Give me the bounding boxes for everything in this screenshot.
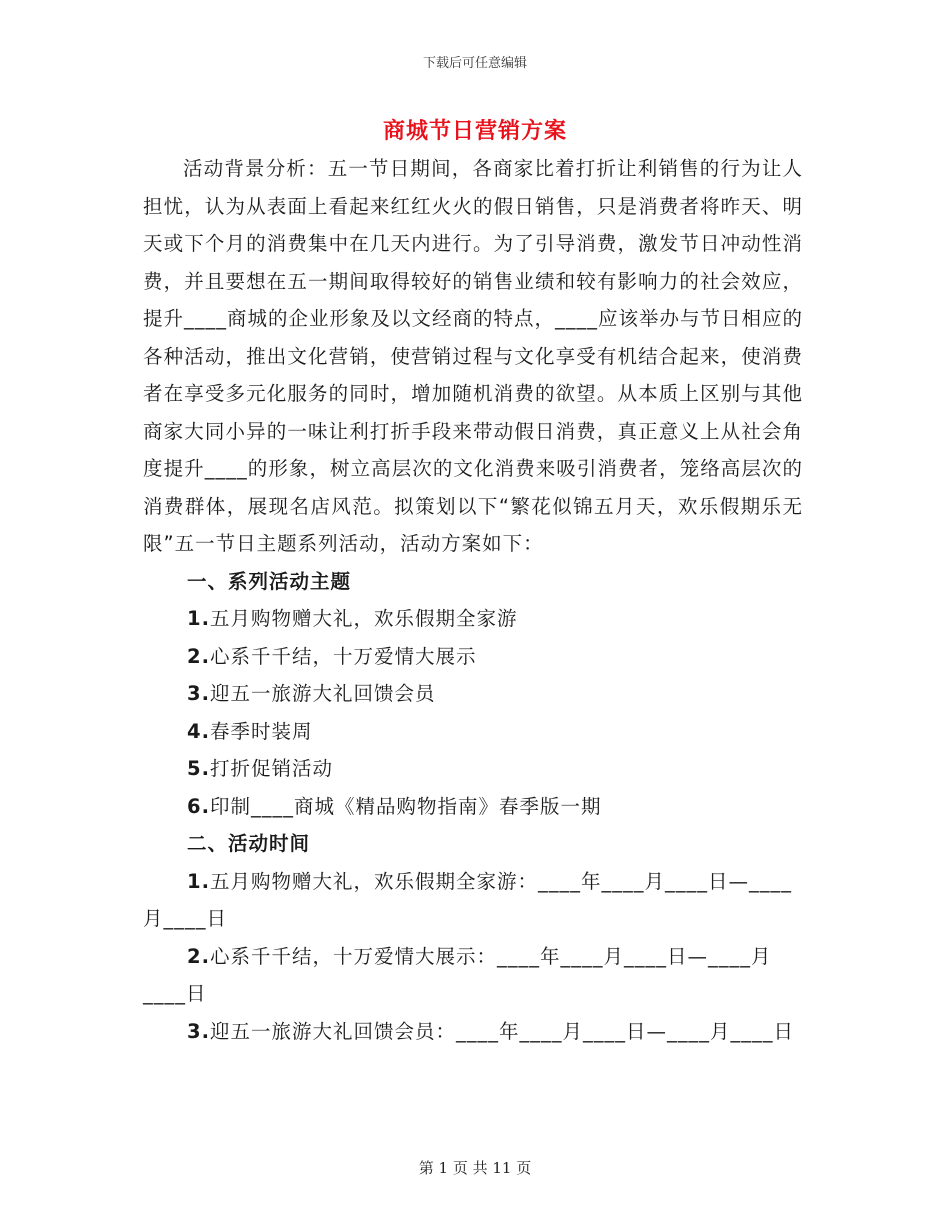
list-number: 6. <box>187 794 210 818</box>
list-text: 迎五一旅游大礼回馈会员：____年____月____日—____月____日 <box>209 1019 794 1043</box>
list-text: 春季时装周 <box>209 719 313 743</box>
list-text: 五月购物赠大礼，欢乐假期全家游：____年____月____日—____月____日 <box>143 869 792 930</box>
theme-list-item <box>143 750 803 788</box>
list-text: 印制____商城《精品购物指南》春季版一期 <box>209 794 602 818</box>
theme-list-item <box>143 788 803 826</box>
list-text: 打折促销活动 <box>209 757 333 780</box>
list-number: 1. <box>187 869 210 893</box>
section-heading-time: 二、活动时间 <box>187 832 311 855</box>
document-title: 商城节日营销方案 <box>382 119 567 144</box>
section-heading-themes: 一、系列活动主题 <box>187 569 352 593</box>
header-note: 下载后可任意编辑 <box>422 56 527 71</box>
list-number: 3. <box>187 682 210 705</box>
theme-list-item <box>143 675 803 713</box>
list-number: 2. <box>187 644 210 668</box>
list-number: 3. <box>187 1019 210 1043</box>
list-text: 心系千千结，十万爱情大展示 <box>209 644 477 668</box>
list-text: 心系千千结，十万爱情大展示：____年____月____日—____月____日 <box>143 944 772 1005</box>
page-footer: 第 1 页 共 11 页 <box>418 1159 532 1177</box>
list-number: 2. <box>187 944 210 968</box>
theme-list-item <box>143 600 803 638</box>
intro-paragraph: 活动背景分析：五一节日期间，各商家比着打折让利销售的行为让人担忧，认为从表面上看起来红红火火的假日销售，只是消费者将昨天、明天或下个月的消费集中在几天内进行。为了引导消费，激发节日冲动性消费，并且要想在五一期间取得较好的销售业绩和较有影响力的社会效应，提升____商城的企业形象及以文经商的特点，____应该举办与节日相应的各种活动，推出文化营销，使营销过程与文化享受有机结合起来，使消费者在享受多元化服务的同时，增加随机消费的欲望。从本质上区别与其他商家大同小异的一味让利打折手段来带动假日消费，真正意义上从社会角度提升____的形象，树立高层次的文化消费来吸引消费者，笼络高层次的消费群体，展现名店风范。拟策划以下“繁花似锦五月天，欢乐假期乐无限”五一节日主题系列活动，活动方案如下： <box>143 157 804 555</box>
time-list-item <box>143 938 803 1013</box>
list-number: 1. <box>187 607 210 630</box>
theme-list-item <box>143 713 803 751</box>
list-text: 五月购物赠大礼，欢乐假期全家游 <box>209 607 518 630</box>
document-body <box>143 150 803 1050</box>
list-number: 5. <box>187 757 210 780</box>
theme-list-item <box>143 638 803 676</box>
list-number: 4. <box>187 719 210 743</box>
time-list-item <box>143 1013 803 1051</box>
time-list-item <box>143 863 803 938</box>
list-text: 迎五一旅游大礼回馈会员 <box>209 682 436 705</box>
